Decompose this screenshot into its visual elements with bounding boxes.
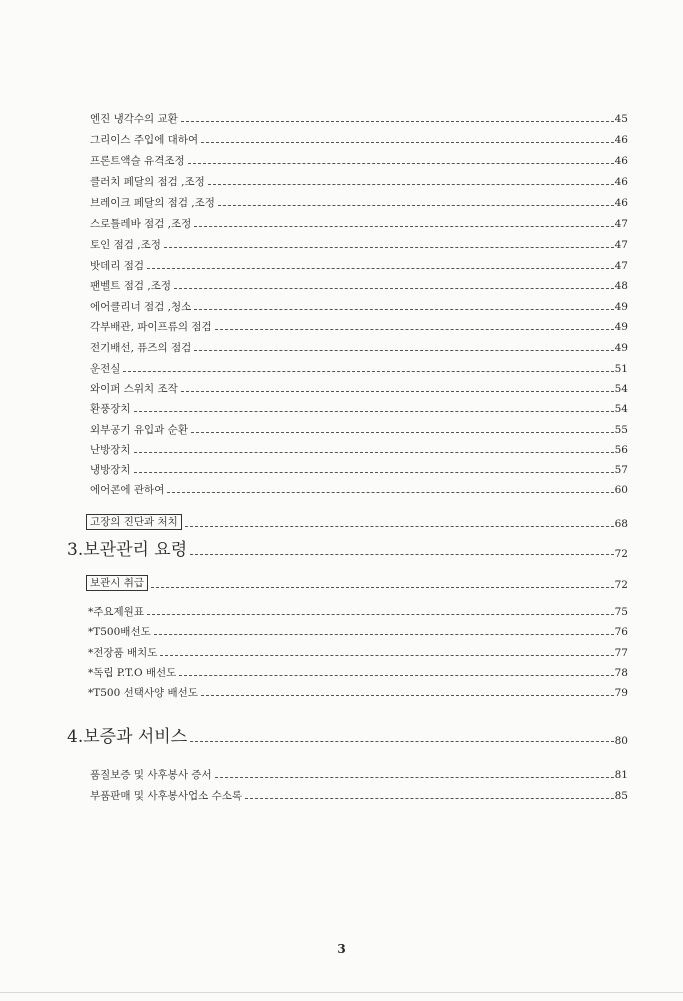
toc-entry-page: 47 — [614, 260, 628, 272]
toc-entry-label: 스로틀레바 점검 ,조정 — [90, 218, 192, 230]
toc-entry — [0, 240, 683, 251]
toc-entry-label: 토인 점검 ,조정 — [90, 239, 161, 251]
toc-entry-page: 49 — [614, 342, 628, 354]
dot-leader — [134, 452, 614, 453]
toc-entry — [0, 425, 683, 436]
toc-entry-label: *T500배선도 — [88, 626, 151, 638]
toc-entry-page: 79 — [614, 687, 628, 699]
toc-entry-page: 49 — [614, 321, 628, 333]
dot-leader — [245, 798, 614, 799]
toc-entry-label: 전기배선, 퓨즈의 점검 — [90, 342, 192, 354]
toc-entry — [0, 343, 683, 354]
toc-entry-page: 54 — [614, 383, 628, 395]
dot-leader — [194, 309, 613, 310]
toc-entry — [0, 485, 683, 496]
toc-storage-label: 보관시 취급 — [86, 575, 148, 591]
toc-entry-label: 와이퍼 스위치 조작 — [90, 383, 178, 395]
toc-entry-page: 77 — [614, 647, 628, 659]
toc-entry-page: 55 — [614, 424, 628, 436]
dot-leader — [147, 268, 614, 269]
toc-section-3 — [0, 542, 683, 559]
toc-entry-label: 프론트액슬 유격조정 — [90, 155, 185, 167]
toc-entry — [0, 364, 683, 375]
page-number: 3 — [337, 942, 346, 956]
dot-leader — [208, 184, 614, 185]
toc-entry-label: 클러치 페달의 점검 ,조정 — [90, 176, 205, 188]
toc-entry-label: *T500 선택사양 배선도 — [88, 687, 198, 699]
toc-appendix-entry — [0, 627, 683, 638]
toc-appendix-entry — [0, 607, 683, 618]
toc-entry — [0, 135, 683, 146]
toc-entry-page: 72 — [614, 547, 628, 560]
toc-entry-page: 72 — [614, 579, 628, 591]
dot-leader — [154, 634, 614, 635]
toc-entry-page: 46 — [614, 197, 628, 209]
dot-leader — [188, 163, 614, 164]
toc-entry — [0, 465, 683, 476]
toc-service-entry — [0, 791, 683, 802]
toc-entry-page: 46 — [614, 155, 628, 167]
dot-leader — [190, 741, 613, 742]
toc-entry — [0, 177, 683, 188]
toc-entry-label: 환풍장치 — [90, 403, 131, 415]
toc-entry-page: 56 — [614, 444, 628, 456]
dot-leader — [201, 695, 614, 696]
toc-entry-page: 45 — [614, 113, 628, 125]
section-heading: 3.보관관리 요령 — [67, 540, 188, 560]
toc-entry-label: 운전실 — [90, 363, 121, 375]
toc-entry — [0, 198, 683, 209]
toc-entry-page: 85 — [614, 790, 628, 802]
dot-leader — [167, 492, 613, 493]
toc-entry-label: *독립 P.T.O 배선도 — [88, 667, 177, 679]
toc-entry — [0, 281, 683, 292]
dot-leader — [123, 371, 613, 372]
toc-entry-label: 엔진 냉각수의 교환 — [90, 113, 178, 125]
toc-entry — [0, 404, 683, 415]
toc-entry-label: 밧데리 점검 — [90, 260, 145, 272]
dot-leader — [160, 655, 613, 656]
toc-entry-page: 80 — [614, 734, 628, 747]
dot-leader — [194, 226, 613, 227]
toc-entry — [0, 114, 683, 125]
dot-leader — [151, 587, 614, 588]
toc-entry — [0, 219, 683, 230]
toc-entry-label: *전장품 배치도 — [88, 647, 158, 659]
dot-leader — [215, 329, 614, 330]
toc-diagnosis-label: 고장의 진단과 처치 — [86, 514, 182, 530]
dot-leader — [181, 391, 614, 392]
toc-entry-page: 49 — [614, 301, 628, 313]
dot-leader — [179, 675, 613, 676]
dot-leader — [134, 411, 614, 412]
toc-entry-page: 75 — [614, 606, 628, 618]
toc-section-4 — [0, 729, 683, 746]
dot-leader — [147, 614, 614, 615]
toc-entry-label: 부품판매 및 사후봉사업소 수소록 — [90, 790, 243, 802]
toc-entry-label: 냉방장치 — [90, 464, 131, 476]
toc-entry-page: 47 — [614, 218, 628, 230]
toc-entry-page: 60 — [614, 484, 628, 496]
section-heading: 4.보증과 서비스 — [67, 727, 188, 747]
dot-leader — [191, 432, 614, 433]
toc-entry-page: 54 — [614, 403, 628, 415]
toc-entry-label: 품질보증 및 사후봉사 증서 — [90, 769, 212, 781]
toc-appendix-entry — [0, 688, 683, 699]
toc-entry-label: 팬벨트 점검 ,조정 — [90, 280, 172, 292]
toc-entry-label: 에어콘에 관하여 — [90, 484, 165, 496]
toc-entry — [0, 384, 683, 395]
toc-entry-label: 각부배관, 파이프류의 점검 — [90, 321, 212, 333]
toc-entry-page: 57 — [614, 464, 628, 476]
dot-leader — [190, 554, 613, 555]
toc-service-entry — [0, 770, 683, 781]
toc-entry-page: 76 — [614, 626, 628, 638]
dot-leader — [181, 121, 614, 122]
toc-storage — [0, 575, 683, 591]
toc-entry-label: 난방장치 — [90, 444, 131, 456]
toc-entry — [0, 261, 683, 272]
toc-diagnosis — [0, 514, 683, 530]
toc-entry-page: 78 — [614, 667, 628, 679]
toc-entry-page: 81 — [614, 769, 628, 781]
toc-entry-label: 브레이크 페달의 점검 ,조정 — [90, 197, 215, 209]
toc-entry-page: 48 — [614, 280, 628, 292]
dot-leader — [134, 472, 614, 473]
toc-entry — [0, 322, 683, 333]
toc-entry — [0, 302, 683, 313]
toc-entry-page: 47 — [614, 239, 628, 251]
dot-leader — [218, 205, 614, 206]
toc-entry-page: 68 — [614, 518, 628, 530]
toc-entry-label: 에어클리너 점검 ,청소 — [90, 301, 192, 313]
scan-edge-divider — [0, 992, 683, 993]
dot-leader — [215, 777, 614, 778]
toc-entry — [0, 445, 683, 456]
toc-entry-page: 46 — [614, 134, 628, 146]
dot-leader — [201, 142, 614, 143]
toc-entry-label: 그리이스 주입에 대하여 — [90, 134, 199, 146]
toc-appendix-entry — [0, 668, 683, 679]
dot-leader — [194, 350, 613, 351]
toc-entry-label: 외부공기 유입과 순환 — [90, 424, 188, 436]
dot-leader — [185, 526, 614, 527]
toc-entry-page: 46 — [614, 176, 628, 188]
toc-entry-label: *주요제원표 — [88, 606, 144, 618]
dot-leader — [164, 247, 614, 248]
toc-entry — [0, 156, 683, 167]
toc-appendix-entry — [0, 648, 683, 659]
toc-entry-page: 51 — [614, 363, 628, 375]
dot-leader — [174, 288, 614, 289]
